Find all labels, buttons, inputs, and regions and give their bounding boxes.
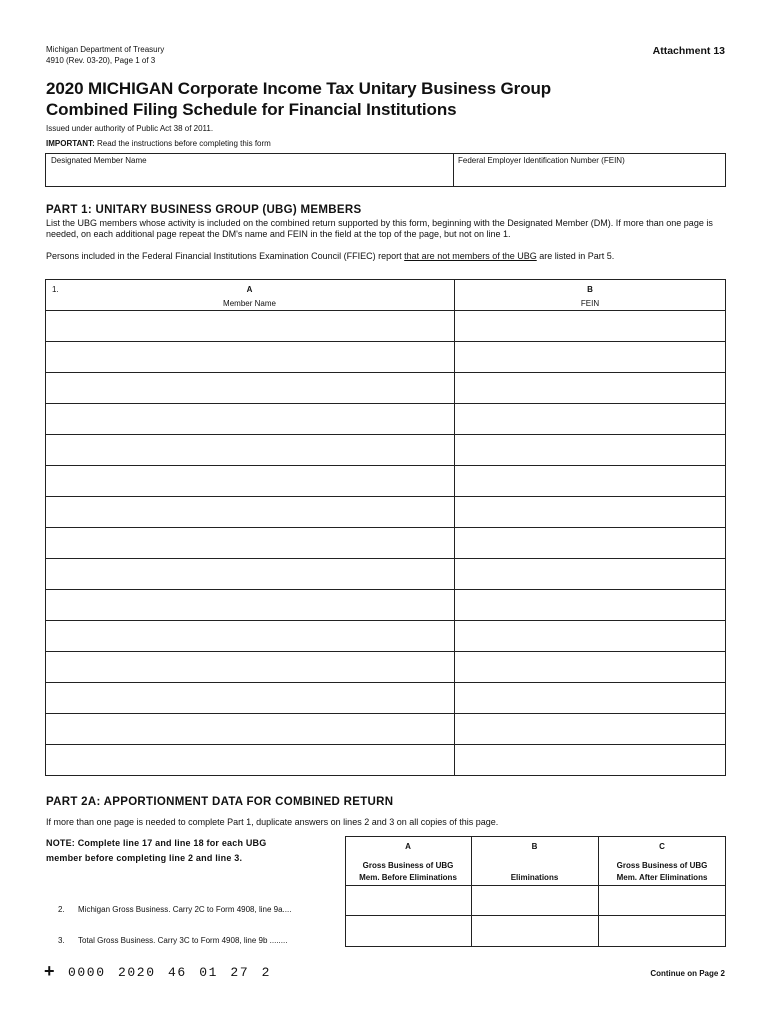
ffiec-note-prefix: Persons included in the Federal Financial Institutions Examination Council (FFIEC) report bbox=[46, 251, 405, 261]
part2a-col-a-title-2: Mem. Before Eliminations bbox=[359, 873, 457, 882]
part2a-col-c-letter: C bbox=[659, 842, 665, 851]
member-name-field[interactable] bbox=[49, 530, 450, 555]
member-name-field[interactable] bbox=[49, 747, 450, 772]
part2a-divider-bc bbox=[598, 836, 599, 947]
part1-instructions: List the UBG members whose activity is included on the combined return supported by this form, beginning with the Designated Member (DM). If more than one page is needed, on each additional page repeat the DM's name and FEIN in the field at the top of the page, but not on line 1. bbox=[46, 218, 713, 239]
important-note bbox=[46, 139, 271, 149]
line3-col-a-field[interactable] bbox=[347, 917, 469, 945]
form-title-line2: Combined Filing Schedule for Financial Institutions bbox=[46, 100, 457, 119]
line2-col-a-field[interactable] bbox=[347, 887, 469, 914]
plus-mark: + bbox=[44, 961, 55, 981]
part2a-header-rule bbox=[345, 885, 726, 886]
part1-row-rule bbox=[45, 341, 726, 342]
line3-number: 3. bbox=[58, 936, 65, 945]
member-fein-field[interactable] bbox=[458, 468, 722, 493]
part1-row-rule bbox=[45, 620, 726, 621]
part1-row-rule bbox=[45, 403, 726, 404]
part2a-note-line1: NOTE: Complete line 17 and line 18 for each UBG bbox=[46, 838, 267, 848]
member-fein-field[interactable] bbox=[458, 623, 722, 648]
important-text: Read the instructions before completing this form bbox=[96, 139, 271, 148]
member-fein-field[interactable] bbox=[458, 313, 722, 338]
line3-col-c-field[interactable] bbox=[600, 917, 724, 945]
agency-name: Michigan Department of Treasury bbox=[46, 45, 165, 54]
part1-row-rule bbox=[45, 744, 726, 745]
member-name-field[interactable] bbox=[49, 437, 450, 462]
member-fein-field[interactable] bbox=[458, 747, 722, 772]
part1-row-rule bbox=[45, 496, 726, 497]
form-revision: 4910 (Rev. 03-20), Page 1 of 3 bbox=[46, 56, 156, 65]
part1-row-rule bbox=[45, 372, 726, 373]
part2a-heading: PART 2A: APPORTIONMENT DATA FOR COMBINED RETURN bbox=[46, 796, 394, 808]
part1-row-rule bbox=[45, 310, 726, 311]
member-fein-field[interactable] bbox=[458, 654, 722, 679]
part2a-col-a-letter: A bbox=[405, 842, 411, 851]
col-a-letter: A bbox=[246, 285, 253, 294]
part2a-instructions: If more than one page is needed to complete Part 1, duplicate answers on lines 2 and 3 on all copies of this page. bbox=[46, 817, 499, 827]
designated-fein-field[interactable] bbox=[458, 168, 722, 184]
member-name-field[interactable] bbox=[49, 468, 450, 493]
member-fein-field[interactable] bbox=[458, 561, 722, 586]
part1-row-rule bbox=[45, 713, 726, 714]
member-name-field[interactable] bbox=[49, 499, 450, 524]
part2a-divider-ab bbox=[471, 836, 472, 947]
col-a-member-name-header: Member Name bbox=[223, 299, 276, 308]
line2-col-b-field[interactable] bbox=[473, 887, 596, 914]
member-name-field[interactable] bbox=[49, 654, 450, 679]
part1-ffiec-note bbox=[46, 251, 614, 262]
member-name-field[interactable] bbox=[49, 623, 450, 648]
part2a-col-b-title: Eliminations bbox=[510, 873, 559, 882]
form-barcode-number: 0000 2020 46 01 27 2 bbox=[68, 965, 272, 980]
part1-row-rule bbox=[45, 682, 726, 683]
part1-heading: PART 1: UNITARY BUSINESS GROUP (UBG) MEMBERS bbox=[46, 204, 362, 216]
part2a-col-b-letter: B bbox=[531, 842, 538, 851]
line1-number: 1. bbox=[52, 285, 59, 294]
part2a-note-line2: member before completing line 2 and line 3. bbox=[46, 853, 243, 863]
line3-col-b-field[interactable] bbox=[473, 917, 596, 945]
part2a-col-a-title-1: Gross Business of UBG bbox=[362, 861, 454, 870]
member-name-field[interactable] bbox=[49, 561, 450, 586]
part1-row-rule bbox=[45, 434, 726, 435]
line2-col-c-field[interactable] bbox=[600, 887, 724, 914]
col-b-fein-header: FEIN bbox=[580, 299, 600, 308]
part2a-row-rule bbox=[345, 915, 726, 916]
line3-label: Total Gross Business. Carry 3C to Form 4908, line 9b ........ bbox=[78, 936, 288, 945]
part1-row-rule bbox=[45, 465, 726, 466]
member-fein-field[interactable] bbox=[458, 530, 722, 555]
member-fein-field[interactable] bbox=[458, 499, 722, 524]
member-name-field[interactable] bbox=[49, 685, 450, 710]
member-fein-field[interactable] bbox=[458, 375, 722, 400]
part1-row-rule bbox=[45, 558, 726, 559]
part1-row-rule bbox=[45, 589, 726, 590]
col-b-letter: B bbox=[587, 285, 593, 294]
continue-on-page-2: Continue on Page 2 bbox=[650, 969, 725, 978]
designated-box-divider bbox=[453, 153, 454, 187]
line2-number: 2. bbox=[58, 905, 65, 914]
form-title-line1: 2020 MICHIGAN Corporate Income Tax Unitary Business Group bbox=[46, 79, 552, 98]
line2-label: Michigan Gross Business. Carry 2C to Form 4908, line 9a.... bbox=[78, 905, 292, 914]
member-fein-field[interactable] bbox=[458, 716, 722, 741]
member-fein-field[interactable] bbox=[458, 406, 722, 431]
designated-member-name-field[interactable] bbox=[51, 168, 447, 184]
authority-text: Issued under authority of Public Act 38 of 2011. bbox=[46, 124, 214, 133]
member-name-field[interactable] bbox=[49, 313, 450, 338]
designated-member-name-label: Designated Member Name bbox=[51, 156, 147, 165]
part2a-col-c-title-1: Gross Business of UBG bbox=[616, 861, 708, 870]
part1-row-rule bbox=[45, 651, 726, 652]
member-fein-field[interactable] bbox=[458, 344, 722, 369]
member-fein-field[interactable] bbox=[458, 685, 722, 710]
designated-fein-label: Federal Employer Identification Number (FEIN) bbox=[458, 156, 625, 165]
ffiec-note-suffix: are listed in Part 5. bbox=[536, 251, 615, 261]
part1-row-rule bbox=[45, 527, 726, 528]
member-fein-field[interactable] bbox=[458, 437, 722, 462]
member-name-field[interactable] bbox=[49, 375, 450, 400]
member-name-field[interactable] bbox=[49, 406, 450, 431]
important-label: IMPORTANT: bbox=[46, 139, 95, 148]
member-fein-field[interactable] bbox=[458, 592, 722, 617]
attachment-number: Attachment 13 bbox=[652, 45, 725, 57]
member-name-field[interactable] bbox=[49, 592, 450, 617]
member-name-field[interactable] bbox=[49, 344, 450, 369]
member-name-field[interactable] bbox=[49, 716, 450, 741]
part2a-col-c-title-2: Mem. After Eliminations bbox=[616, 873, 708, 882]
ffiec-note-underlined: that are not members of the UBG bbox=[404, 251, 537, 261]
